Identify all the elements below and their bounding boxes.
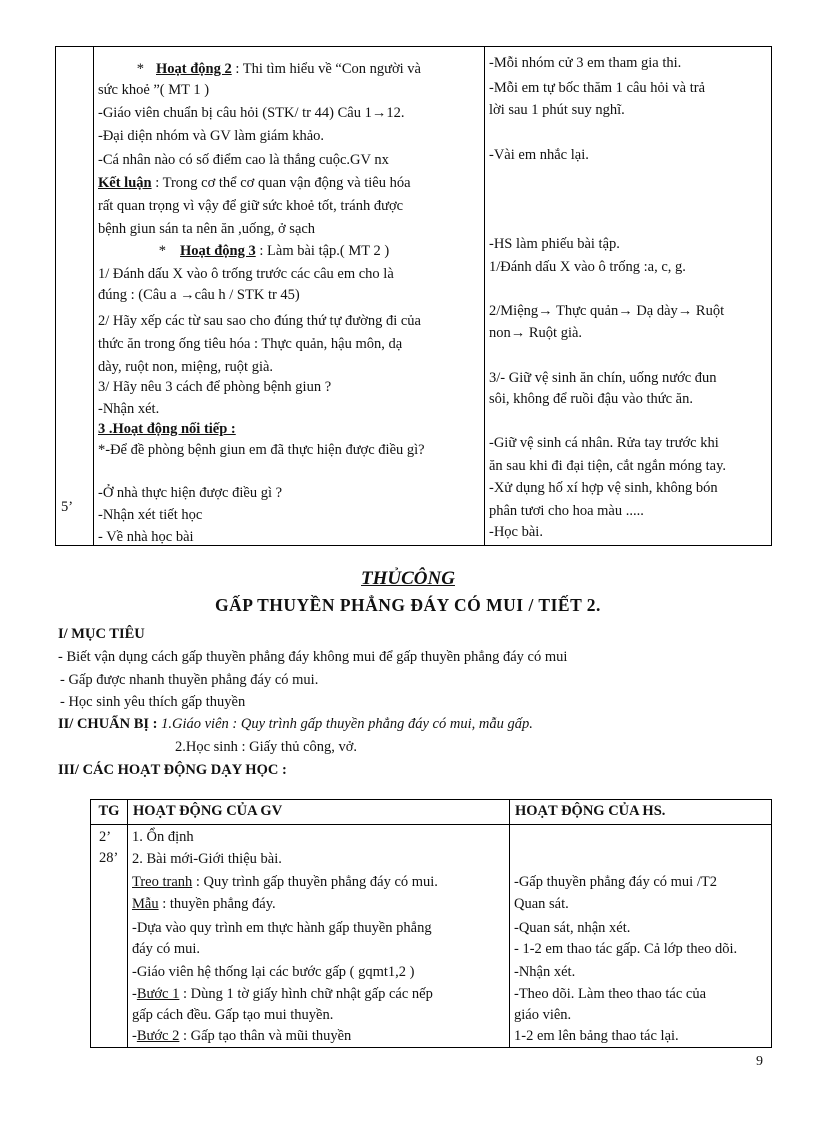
text-line: sôi, không để ruồi đậu vào thức ăn.: [489, 391, 693, 407]
objectives-heading: I/ MỤC TIÊU: [58, 626, 145, 642]
text-line: giáo viên.: [514, 1007, 572, 1023]
text-line: -Dựa vào quy trình em thực hành gấp thuyền phẳng: [132, 920, 432, 936]
text-line: - Về nhà học bài: [98, 529, 194, 545]
text-line: -HS làm phiếu bài tập.: [489, 236, 620, 252]
prep-line: II/ CHUẨN BỊ : 1.Giáo viên : Quy trình gấp thuyền phẳng đáy có mui, mẫu gấp.: [58, 716, 533, 732]
objective-item: - Học sinh yêu thích gấp thuyền: [60, 694, 246, 710]
header-teacher: HOẠT ĐỘNG CỦA GV: [128, 800, 510, 825]
text-line: -Ở nhà thực hiện được điều gì ?: [98, 485, 283, 501]
prep-line-2: 2.Học sinh : Giấy thủ công, vở.: [175, 739, 358, 755]
teacher-activity-column: [94, 47, 485, 546]
text-line: -Nhận xét.: [98, 401, 160, 417]
activity-table-1: [55, 46, 772, 546]
lesson-subject: THỦCÔNG: [361, 568, 455, 589]
activity-2-line: * Hoạt động 2 : Thi tìm hiểu về “Con người và: [136, 61, 421, 77]
text-line: -Theo dõi. Làm theo thao tác của: [514, 986, 707, 1002]
text-line: 1. Ổn định: [132, 829, 194, 845]
text-line: - 1-2 em thao tác gấp. Cả lớp theo dõi.: [514, 941, 738, 957]
text-line: non→ Ruột già.: [489, 325, 583, 341]
activities-heading: III/ CÁC HOẠT ĐỘNG DẠY HỌC :: [58, 762, 287, 778]
objective-item: - Gấp được nhanh thuyền phẳng đáy có mui.: [60, 672, 319, 688]
text-line: -Mỗi nhóm cử 3 em tham gia thi.: [489, 55, 682, 71]
text-line: 1/Đánh dấu X vào ô trống :a, c, g.: [489, 259, 686, 275]
text-line: gấp cách đều. Gấp tạo mui thuyền.: [132, 1007, 334, 1023]
text-line: 1-2 em lên bảng thao tác lại.: [514, 1028, 679, 1044]
text-line: -Quan sát, nhận xét.: [514, 920, 631, 936]
text-line: sức khoẻ ”( MT 1 ): [98, 82, 210, 98]
objective-item: - Biết vận dụng cách gấp thuyền phẳng đáy không mui để gấp thuyền phẳng đáy có mui: [58, 649, 568, 665]
table-header-row: [91, 800, 772, 825]
text-line: Mẫu : thuyền phẳng đáy.: [132, 896, 276, 912]
lesson-title: GẤP THUYỀN PHẲNG ĐÁY CÓ MUI / TIẾT 2.: [215, 595, 601, 615]
text-line: 2. Bài mới-Giới thiệu bài.: [132, 851, 282, 867]
time-column: [56, 47, 94, 546]
text-line: 1/ Đánh dấu X vào ô trống trước các câu em cho là: [98, 266, 394, 282]
text-line: -Nhận xét.: [514, 964, 576, 980]
text-line: -Đại diện nhóm và GV làm giám khảo.: [98, 128, 325, 144]
prep-heading: II/ CHUẨN BỊ :: [58, 716, 158, 732]
table-row: [91, 825, 772, 1048]
text-line: *-Để đề phòng bệnh giun em đã thực hiện được điều gì?: [98, 442, 425, 458]
text-line: -Bước 2 : Gấp tạo thân và mũi thuyền: [132, 1028, 352, 1044]
text-line: 2/ Hãy xếp các từ sau sao cho đúng thứ tự đường đi của: [98, 313, 421, 329]
text-line: ăn sau khi đi đại tiện, cắt ngắn móng tay.: [489, 458, 727, 474]
text-line: -Giữ vệ sinh cá nhân. Rửa tay trước khi: [489, 435, 719, 451]
text-line: -Học bài.: [489, 524, 543, 540]
student-activity-column: [485, 47, 772, 546]
follow-up-heading: 3 .Hoạt động nối tiếp :: [98, 421, 236, 437]
header-student: HOẠT ĐỘNG CỦA HS.: [510, 800, 772, 825]
text-line: -Bước 1 : Dùng 1 tờ giấy hình chữ nhật gấp các nếp: [132, 986, 433, 1002]
text-line: -Mỗi em tự bốc thăm 1 câu hỏi và trả: [489, 80, 706, 96]
text-line: 3/- Giữ vệ sinh ăn chín, uống nước đun: [489, 370, 717, 386]
text-line: rất quan trọng vì vậy để giữ sức khoẻ tốt, tránh được: [98, 198, 404, 214]
text-line: -Xử dụng hố xí hợp vệ sinh, không bón: [489, 480, 718, 496]
text-line: -Gấp thuyền phẳng đáy có mui /T2: [514, 874, 717, 890]
text-line: -Giáo viên chuẩn bị câu hỏi (STK/ tr 44) Câu 1→12.: [98, 105, 405, 121]
time-value: 5’: [61, 499, 74, 515]
time-value: 28’: [99, 850, 119, 866]
page-number: 9: [756, 1054, 763, 1069]
conclusion-line: Kết luận : Trong cơ thể cơ quan vận động và tiêu hóa: [98, 175, 411, 191]
time-value: 2’: [99, 829, 112, 845]
text-line: đáy có mui.: [132, 941, 201, 957]
text-line: Treo tranh : Quy trình gấp thuyền phẳng đáy có mui.: [132, 874, 438, 890]
text-line: dày, ruột non, miệng, ruột già.: [98, 359, 274, 375]
text-line: phân tươi cho hoa màu .....: [489, 503, 644, 519]
text-line: -Vài em nhắc lại.: [489, 147, 589, 163]
text-line: -Nhận xét tiết học: [98, 507, 203, 523]
text-line: 2/Miệng→ Thực quản→ Dạ dày→ Ruột: [489, 303, 725, 319]
activity-table-2: [90, 799, 772, 1048]
text-line: đúng : (Câu a →câu h / STK tr 45): [98, 287, 300, 303]
text-line: 3/ Hãy nêu 3 cách để phòng bệnh giun ?: [98, 379, 332, 395]
text-line: lời sau 1 phút suy nghĩ.: [489, 102, 625, 118]
text-line: -Giáo viên hệ thống lại các bước gấp ( gqmt1,2 ): [132, 964, 415, 980]
student-cell: [510, 825, 772, 1048]
header-time: TG: [91, 800, 128, 825]
teacher-cell: [128, 825, 510, 1048]
time-cell: [91, 825, 128, 1048]
text-line: bệnh giun sán ta nên ăn ,uống, ở sạch: [98, 221, 316, 237]
activity-3-line: * Hoạt động 3 : Làm bài tập.( MT 2 ): [158, 243, 390, 259]
text-line: Quan sát.: [514, 896, 569, 912]
text-line: thức ăn trong ống tiêu hóa : Thực quản, hậu môn, dạ: [98, 336, 403, 352]
text-line: -Cá nhân nào có số điểm cao là thắng cuộc.GV nx: [98, 152, 389, 168]
